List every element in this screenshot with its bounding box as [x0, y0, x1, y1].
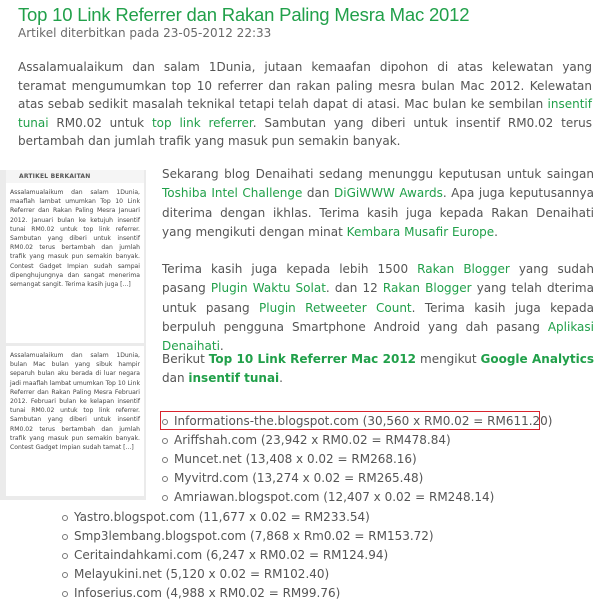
list-item	[162, 469, 423, 487]
paragraph-plugins	[162, 260, 594, 356]
referrer-text: Muncet.net (13,408 x 0.02 = RM268.16)	[174, 452, 417, 466]
kembara-musafir-europe-link[interactable]: Kembara Musafir Europe	[346, 224, 495, 239]
p3-text-1: Berikut	[162, 352, 209, 366]
bullet-icon	[162, 476, 168, 482]
bullet-icon	[162, 495, 168, 501]
paragraph-top10-intro	[162, 350, 594, 389]
referrer-text: Informations-the.blogspot.com (30,560 x RM0.02 = RM611.20)	[174, 414, 553, 428]
p2-text-3: . dan 12	[325, 281, 383, 296]
intro-text-3: . Sambutan yang diberi untuk insentif RM0.02 terus bertambah dan jumlah trafik yang masuk pun semakin banyak.	[18, 115, 592, 149]
bullet-icon	[62, 534, 68, 540]
p1-text-3: . Apa juga keputusannya diterima dengan ikhlas. Terima kasih juga kepada Rakan Denaihati yang mengikuti dengan minat	[162, 186, 594, 239]
google-analytics-link[interactable]	[481, 352, 595, 366]
referrer-text: Melayukini.net (5,120 x 0.02 = RM102.40)	[74, 567, 330, 581]
rakan-blogger-link-2[interactable]: Rakan Blogger	[382, 281, 472, 296]
list-item	[62, 565, 329, 583]
bullet-icon	[62, 591, 68, 597]
list-item	[62, 508, 370, 526]
bullet-icon	[162, 419, 168, 425]
p2-text-5: . Terima kasih juga kepada berpuluh pengguna Smartphone Android yang dah pasang	[162, 300, 594, 334]
p2-text-2: yang sudah pasang	[162, 262, 594, 296]
p1-text-4: .	[494, 224, 498, 239]
aplikasi-denaihati-link[interactable]: Aplikasi Denaihati	[162, 319, 594, 354]
plugin-retweeter-count-link[interactable]: Plugin Retweeter Count	[259, 300, 412, 315]
list-item	[62, 546, 388, 564]
insentif-tunai-link-2[interactable]	[188, 371, 279, 385]
insentif-tunai-link[interactable]: insentif tunai	[18, 97, 592, 130]
post-meta: Artikel diterbitkan pada 23-05-2012 22:33	[18, 26, 272, 40]
intro-text-2: RM0.02 untuk	[48, 115, 152, 130]
referrer-text: Myvitrd.com (13,274 x 0.02 = RM265.48)	[174, 471, 424, 485]
p1-text-1: Sekarang blog Denaihati sedang menunggu keputusan untuk saingan	[162, 167, 594, 181]
related-article-february[interactable]: Assalamualaikum dan salam 1Dunia, bulan Mac bulan yang sibuk hampir separuh bulan aku berada di luar negara jadi maaflah lambat umumkan Top 10 Link Referrer dan Rakan Paling Mesra Februari 2012. Februari bulan ke kelapan insentif tunai RM0.02 untuk top link referrer. Sambutan yang diberi untuk insentif RM0.02 terus bertambah dan jumlah trafik yang masuk pun semakin banyak. Contest Gadget Impian sudah tamat [...]	[6, 346, 144, 496]
list-item	[162, 412, 553, 430]
paragraph-competitions	[162, 165, 594, 242]
insentif-tunai-label: insentif tunai	[188, 371, 280, 386]
bullet-icon	[62, 572, 68, 578]
p2-text-6: .	[219, 339, 224, 354]
related-articles-sidebar	[0, 170, 146, 500]
p3-text-4: .	[279, 371, 283, 386]
related-article-january[interactable]: Assalamualaikum dan salam 1Dunia, maaflah lambat umumkan Top 10 Link Referrer dan Rakan Paling Mesra Januari 2012. Januari bulan ke ketujuh insentif tunai RM0.02 untuk top link referrer. Sambutan yang diberi untuk insentif RM0.02 terus bertambah dan jumlah trafik yang masuk pun semakin banyak. Contest Gadget Impian sudah sampai dipenghujungnya dan sangat menerima semangat sangit. Terima kasih juga [...]	[6, 183, 144, 343]
google-analytics-label: Google Analytics	[480, 352, 594, 366]
referrer-text: Smp3lembang.blogspot.com (7,868 x Rm0.02 = RM153.72)	[74, 529, 434, 543]
list-item	[162, 450, 417, 468]
intro-paragraph	[18, 58, 592, 151]
digiwww-awards-link[interactable]: DiGiWWW Awards	[334, 186, 443, 201]
p2-text-1: Terima kasih juga kepada lebih 1500	[162, 262, 418, 276]
top-link-referrer-link[interactable]: top link referrer	[151, 115, 253, 130]
p2-text-4: yang telah dterima untuk pasang	[162, 281, 594, 315]
p3-text-3: dan	[162, 371, 189, 386]
referrer-text: Amriawan.blogspot.com (12,407 x 0.02 = RM248.14)	[174, 490, 495, 504]
p3-text-2: mengikut	[416, 352, 481, 366]
rakan-blogger-link-1[interactable]: Rakan Blogger	[417, 262, 510, 276]
p1-text-2: dan	[302, 186, 335, 201]
toshiba-intel-challenge-link[interactable]: Toshiba Intel Challenge	[162, 186, 303, 201]
bullet-icon	[62, 553, 68, 559]
top10-bold-text: Top 10 Link Referrer Mac 2012	[208, 352, 417, 366]
related-articles-heading: ARTIKEL BERKAITAN	[6, 170, 144, 183]
post-title[interactable]	[18, 4, 469, 26]
list-item	[162, 431, 451, 449]
bullet-icon	[162, 457, 168, 463]
list-item	[62, 584, 340, 602]
referrer-text: Yastro.blogspot.com (11,677 x 0.02 = RM233.54)	[74, 510, 370, 524]
referrer-text: Ceritaindahkami.com (6,247 x RM0.02 = RM124.94)	[74, 548, 389, 562]
bullet-icon	[62, 515, 68, 521]
plugin-waktu-solat-link[interactable]: Plugin Waktu Solat	[210, 281, 326, 296]
post-title-link[interactable]: Top 10 Link Referrer dan Rakan Paling Mesra Mac 2012	[18, 4, 470, 25]
list-item	[162, 488, 494, 506]
list-item	[62, 527, 434, 545]
referrer-text: Infoserius.com (4,988 x RM0.02 = RM99.76)	[74, 586, 341, 600]
referrer-text: Ariffshah.com (23,942 x RM0.02 = RM478.84)	[174, 433, 451, 447]
intro-text-1: Assalamualaikum dan salam 1Dunia, jutaan kemaafan dipohon di atas kelewatan yang teramat mengumumkan top 10 referrer dan rakan paling mesra bulan Mac 2012. Kelewatan atas sebab sedikit masalah teknikal tetapi telah dapat di atasi. Mac bulan ke sembilan	[18, 60, 592, 112]
bullet-icon	[162, 438, 168, 444]
